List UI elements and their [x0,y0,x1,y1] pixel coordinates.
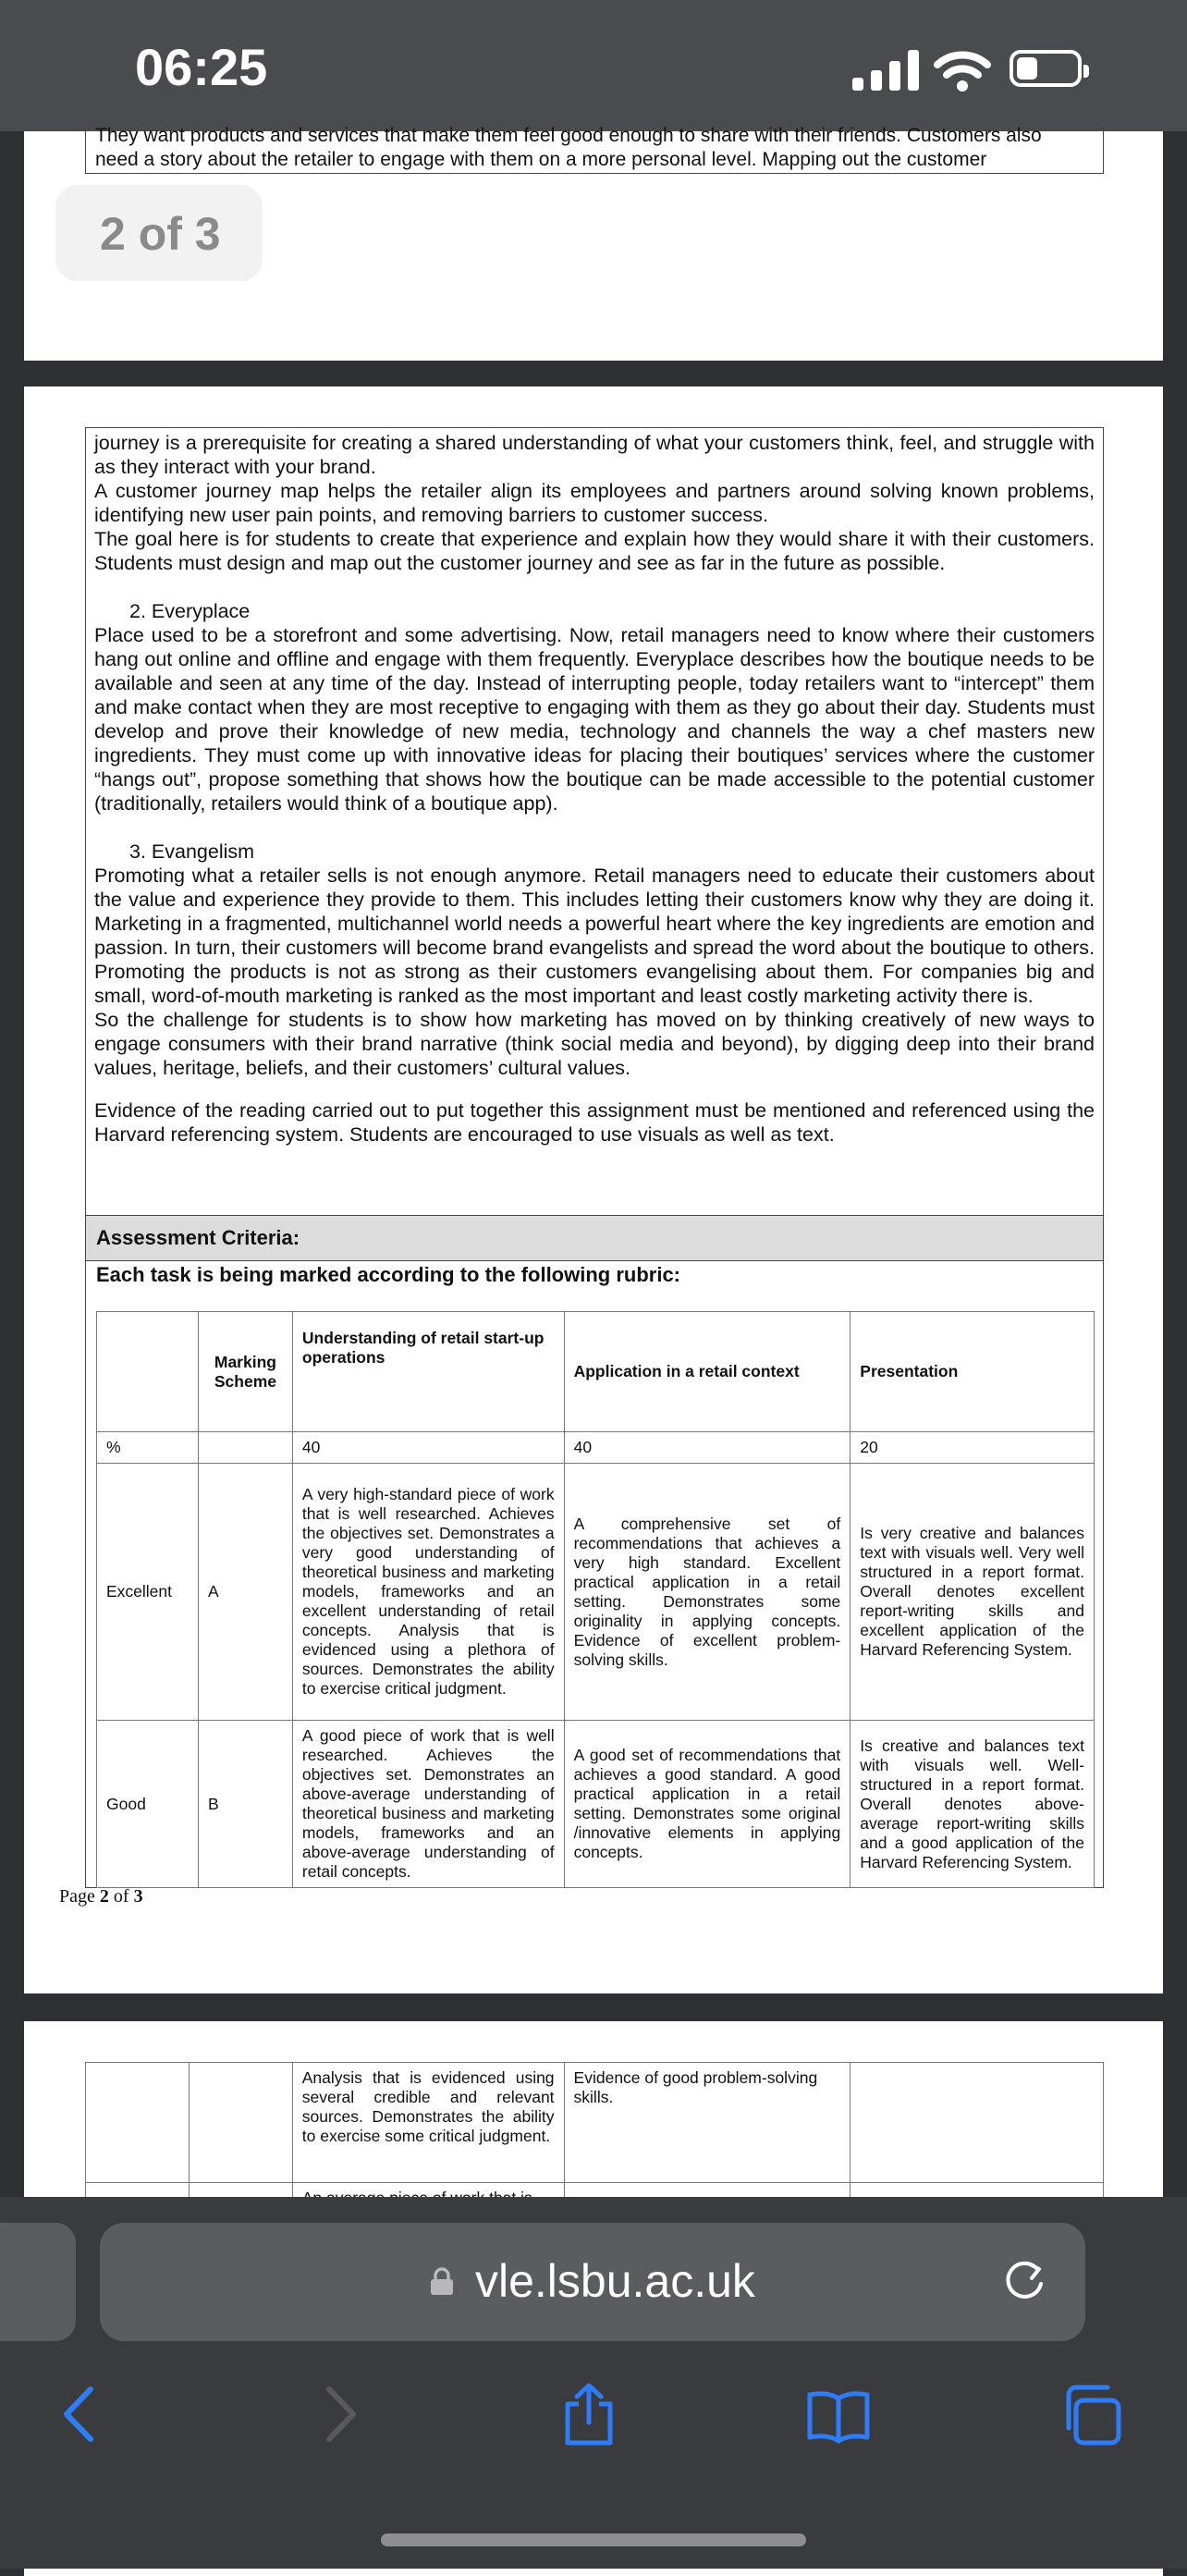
page-indicator-label: 2 of 3 [100,208,221,260]
rubric-table [96,1311,1095,1888]
rubric-header-presentation: Presentation [850,1312,1095,1432]
page-indicator [55,185,263,281]
tabs-icon[interactable] [1059,2382,1124,2447]
rubric-header-application: Application in a retail context [564,1312,850,1432]
reload-icon[interactable] [1000,2256,1048,2304]
weight-percent: % [97,1432,199,1464]
criteria-heading: Assessment Criteria: [96,1226,300,1249]
rubric-weights-row [97,1432,1095,1464]
rubric-header-row [97,1312,1095,1432]
grade-label [86,2063,190,2183]
challenge-paragraph: So the challenge for students is to show how marketing has moved on by thinking creatively of new ways to engage consumers with their brand narrative (think social media and beyond), by digging deep into their brand values, heritage, beliefs, and their customers’ cultural values. [94,1009,1095,1079]
document-page-2[interactable] [24,386,1163,1993]
application-cell: A comprehensive set of recommendations that achieves a very high standard. Excellent practical application in a retail setting. Demonstrates some originality in applying concepts. Evidence of excellent problem-solving skills. [564,1464,850,1721]
body-text [94,431,1095,1147]
application-cell: Evidence of good problem-solving skills. [564,2063,850,2183]
grade-label: Excellent [97,1464,199,1721]
cellular-signal-icon [852,48,926,91]
weight-understanding: 40 [292,1432,564,1464]
back-icon[interactable] [48,2382,113,2447]
battery-icon [1010,50,1082,87]
understanding-cell: A good piece of work that is well researched. Achieves the objectives set. Demonstrates an above-average understanding of theoretical business and marketing models, frameworks and an above-average understanding of retail concepts. [292,1721,564,1888]
document-page-1 [24,125,1163,361]
clock: 06:25 [135,38,268,96]
weight-application: 40 [564,1432,850,1464]
evangelism-paragraph: Promoting what a retailer sells is not enough anymore. Retail managers need to educate their customers about the value and experience they provide to them. This includes letting their customers know why they are doing it. Marketing in a fragmented, multichannel world needs a powerful heart where the key ingredients are emotion and passion. In turn, their customers will become brand evangelists and spread the word about the boutique to others. Promoting the products is not as strong as their customers evangelising about them. For companies big and small, word-of-mouth marketing is ranked as the most important and least costly marketing activity there is. [94,865,1095,1007]
page-footer [59,1886,143,1907]
everyplace-heading: 2. Everyplace [129,600,251,622]
wifi-icon [934,48,991,92]
footer-page: 2 [99,1886,109,1907]
weight-blank [198,1432,292,1464]
url-text[interactable]: vle.lsbu.ac.uk [475,2255,755,2307]
rubric-row-good [97,1721,1095,1888]
weight-presentation: 20 [850,1432,1095,1464]
rubric-header-understanding: Understanding of retail start-up operations [292,1312,564,1432]
page1-text-box [85,124,1104,174]
grade-mark [189,2063,292,2183]
grade-mark: B [198,1721,292,1888]
page1-line-1: They want products and services that make them feel good enough to share with their friends. Customers also [95,125,1042,146]
presentation-cell [850,2063,1104,2183]
home-indicator[interactable] [381,2533,806,2546]
presentation-cell: Is creative and balances text with visuals well. Well-structured in a report format. Overall denotes above-average report-writing skills and a good application of the Harvard Referencing System. [850,1721,1095,1888]
journey-map-paragraph: A customer journey map helps the retailer align its employees and partners around solving known problems, identifying new user pain points, and removing barriers to customer success. [94,480,1095,526]
rubric-row-excellent [97,1464,1095,1721]
bookmarks-icon[interactable] [806,2382,871,2447]
grade-mark: A [198,1464,292,1721]
evidence-paragraph: Evidence of the reading carried out to put together this assignment must be mentioned and referenced using the Harvard referencing system. Students are encouraged to use visuals as well as text. [94,1099,1095,1146]
footer-total: 3 [133,1886,143,1907]
application-cell: A good set of recommendations that achieves a good standard. A good practical application in a retail setting. Demonstrates some original /innovative elements in applying concepts. [564,1721,850,1888]
presentation-cell: Is very creative and balances text with visuals well. Very well structured in a report format. Overall denotes excellent report-writing skills and excellent application of the Harvard Referencing System. [850,1464,1095,1721]
page1-line-2: need a story about the retailer to engage with them on a more personal level. Mapping out the customer [95,149,987,170]
journey-paragraph: journey is a prerequisite for creating a shared understanding of what your customers think, feel, and struggle with as they interact with your brand. [94,432,1095,478]
goal-paragraph: The goal here is for students to create that experience and explain how they would share it with their customers. Students must design and map out the customer journey and see as far in the future as possible. [94,528,1095,574]
evangelism-heading: 3. Evangelism [129,840,255,863]
footer-of: of [108,1886,134,1907]
footer-prefix: Page [59,1886,100,1907]
share-icon[interactable] [557,2382,621,2447]
forward-icon[interactable] [307,2382,372,2447]
rubric-header-blank [97,1312,199,1432]
status-bar [0,0,1187,131]
rubric-header-marking: Marking Scheme [198,1312,292,1432]
everyplace-paragraph: Place used to be a storefront and some advertising. Now, retail managers need to know where their customers hang out online and offline and engage with them frequently. Everyplace describes how the boutique needs to be available and seen at any time of the day. Instead of interrupting people, today retailers want to “intercept” them and make contact when they are most receptive to engaging with them as they go about their day. Students must develop and prove their knowledge of new media, technology and channels the way a chef masters new ingredients. They must come up with innovative ideas for placing their boutiques’ services where the customer “hangs out”, propose something that shows how the boutique can be made accessible to the potential customer (traditionally, retailers would think of a boutique app). [94,624,1095,815]
previous-tab-bar[interactable] [0,2223,76,2341]
lock-icon [429,2267,455,2295]
understanding-cell: A very high-standard piece of work that is well researched. Achieves the objectives set. Demonstrates a very good understanding of theoretical business and marketing models, frameworks and an excellent understanding of retail concepts. Analysis that is evidenced using a plethora of sources. Demonstrates the ability to exercise critical judgment. [292,1464,564,1721]
understanding-cell: Analysis that is evidenced using several credible and relevant sources. Demonstrates the ability to exercise some critical judgment. [292,2063,564,2183]
grade-label: Good [97,1721,199,1888]
rubric-intro: Each task is being marked according to the following rubric: [96,1263,681,1286]
